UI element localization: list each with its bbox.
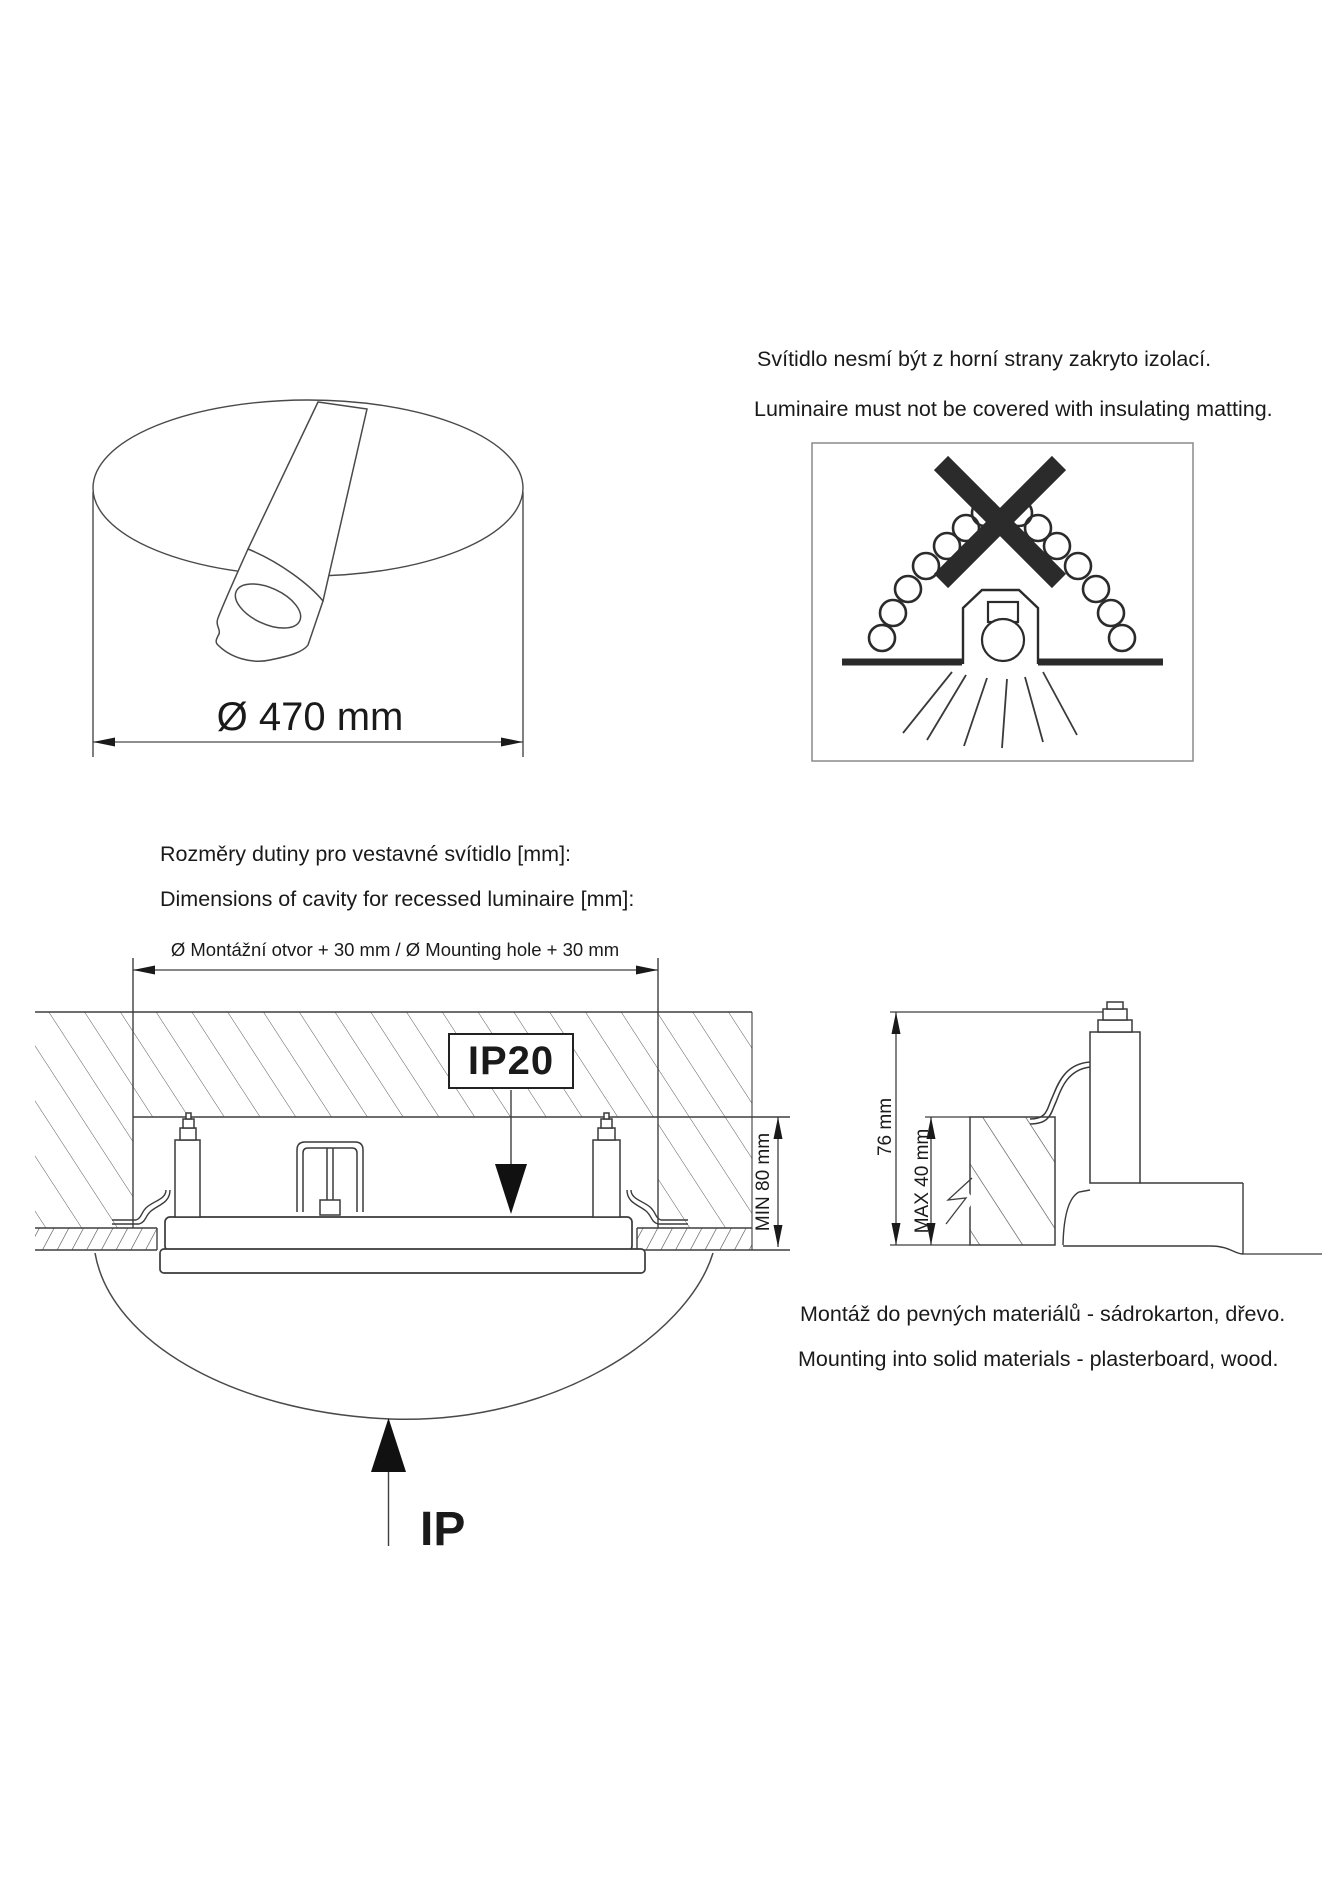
- height-76-label: 76 mm: [875, 1097, 896, 1157]
- cavity-heading-en: Dimensions of cavity for recessed luminaire [mm]:: [160, 887, 635, 911]
- ceiling-board-left: [35, 1228, 157, 1250]
- mounting-text-en: Mounting into solid materials - plasterboard, wood.: [798, 1347, 1279, 1371]
- cavity-cross-section-diagram: [35, 958, 790, 1546]
- saw-icon: [216, 402, 367, 661]
- diameter-label: Ø 470 mm: [216, 695, 404, 739]
- min-depth-label: MIN 80 mm: [753, 1132, 774, 1232]
- glass-dome: [95, 1253, 713, 1419]
- luminaire-cross-section: [95, 1113, 713, 1419]
- luminaire-rim-detail: [1063, 1183, 1322, 1254]
- insulation-warning-text-cz: Svítidlo nesmí být z horní strany zakryto izolací.: [757, 347, 1212, 371]
- mounting-hole-dimension-label: Ø Montážní otvor + 30 mm / Ø Mounting hole + 30 mm: [170, 939, 620, 960]
- spring-clip-detail: [1030, 1062, 1090, 1124]
- mounting-hole-dimension-line: [133, 966, 658, 975]
- bulb-icon: [982, 619, 1024, 661]
- insulation-warning-text-en: Luminaire must not be covered with insulating matting.: [754, 397, 1273, 421]
- left-wall: [35, 1117, 133, 1228]
- material-above-cavity: [35, 1012, 752, 1117]
- clip-post: [1090, 1002, 1140, 1183]
- right-wall: [658, 1117, 752, 1228]
- insulation-warning-box: [812, 443, 1193, 761]
- ip-label: IP: [420, 1503, 466, 1556]
- max-thickness-label: MAX 40 mm: [912, 1128, 933, 1234]
- mounting-board: [944, 1117, 1055, 1245]
- clip-mounting-detail-diagram: [890, 1002, 1322, 1254]
- ceiling-board-right: [637, 1228, 752, 1250]
- cavity-heading-cz: Rozměry dutiny pro vestavné svítidlo [mm]:: [160, 842, 572, 866]
- min-depth-dimension-line: [774, 1117, 783, 1247]
- ip20-badge: IP20: [448, 1033, 574, 1089]
- mounting-stud-left: [175, 1113, 200, 1217]
- centre-bracket: [297, 1142, 363, 1215]
- lamp-housing: [963, 590, 1038, 664]
- mounting-text-cz: Montáž do pevných materiálů - sádrokarton, dřevo.: [800, 1302, 1286, 1326]
- ip-up-arrow-icon: [371, 1418, 406, 1546]
- mounting-stud-right: [593, 1113, 620, 1217]
